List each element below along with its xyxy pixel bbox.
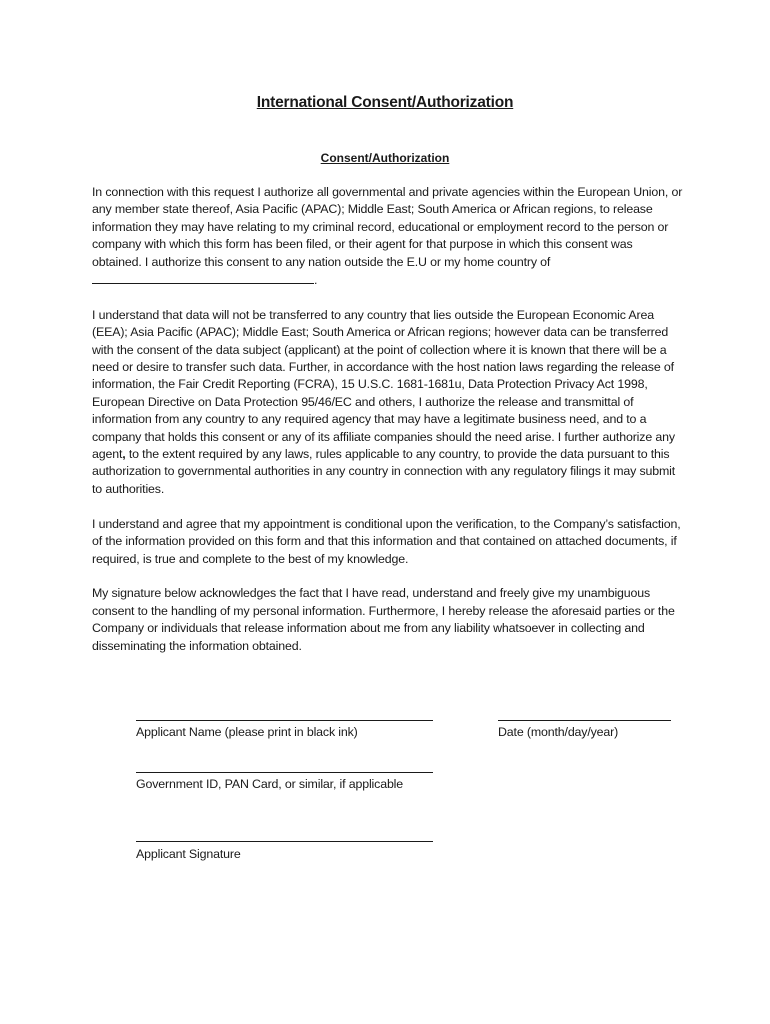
paragraph-data-transfer-text-2: to the extent required by any laws, rules applicable to any country, to provide the data pursuant to this authorization to governmental authorities in any country in connection with any regulatory filings it may submit to authorities.	[92, 447, 676, 496]
paragraph-data-transfer-text: I understand that data will not be transferred to any country that lies outside the European Economic Area (EEA); Asia Pacific (APAC); Middle East; South America or African regions; however data can be transferred with the consent of the data subject (applicant) at the point of collection where it is known that there will be a need or desire to transfer such data. Further, in accordance with the host nation laws regarding the release of information, the Fair Credit Reporting (FCRA), 15 U.S.C. 1681-1681u, Data Protection Privacy Act 1998, European Directive on Data Protection 95/46/EC and others, I authorize the release and transmittal of information from any country to any required agency that may have a legitimate business need, and to a company that holds this consent or any of its affiliate companies should the need arise. I further authorize any agent	[92, 307, 675, 462]
applicant-signature-label: Applicant Signature	[136, 847, 241, 861]
document-title: International Consent/Authorization	[256, 94, 514, 111]
paragraph-authorization	[92, 184, 684, 289]
paragraph-authorization-text: In connection with this request I authorize all governmental and private agencies within the European Union, or any member state thereof, Asia Pacific (APAC); Middle East; South America or African regions, to release information they may have relating to my criminal record, educational or employment record to the person or company with which this form has been filed, or their agent for that purpose in which this consent was obtained. I authorize this consent to any nation outside the E.U or my home country of	[92, 185, 683, 269]
paragraph-data-transfer	[92, 307, 684, 498]
government-id-line[interactable]	[136, 772, 433, 773]
section-heading: Consent/Authorization	[320, 151, 450, 165]
date-label: Date (month/day/year)	[498, 725, 619, 739]
consent-body	[92, 184, 684, 672]
paragraph-authorization-end: .	[314, 273, 318, 288]
government-id-label: Government ID, PAN Card, or similar, if applicable	[136, 777, 404, 791]
applicant-signature-line[interactable]	[136, 841, 433, 842]
applicant-name-label: Applicant Name (please print in black ink)	[136, 725, 358, 739]
applicant-name-line[interactable]	[136, 720, 433, 721]
date-line[interactable]	[498, 720, 671, 721]
paragraph-acknowledgement: My signature below acknowledges the fact that I have read, understand and freely give my unambiguous consent to the handling of my personal information. Furthermore, I hereby release the aforesaid parties or the Company or individuals that release information about me from any liability whatsoever in collecting and disseminating the information obtained.	[92, 586, 675, 653]
paragraph-data-transfer-comma: ,	[122, 447, 126, 462]
home-country-blank[interactable]	[92, 271, 314, 284]
paragraph-verification: I understand and agree that my appointment is conditional upon the verification, to the Company’s satisfaction, of the information provided on this form and that this information and that contained on attached documents, if required, is true and complete to the best of my knowledge.	[92, 516, 681, 566]
